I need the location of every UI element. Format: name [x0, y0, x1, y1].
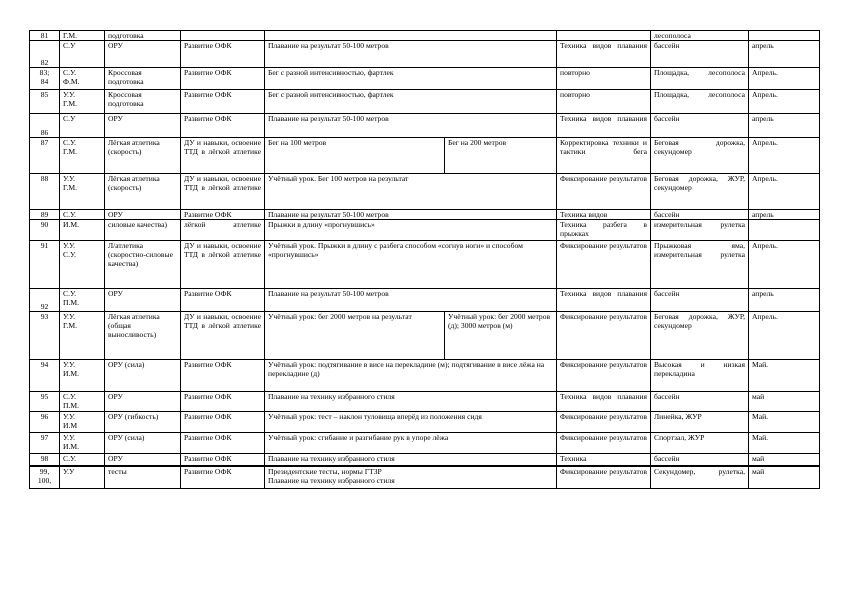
cell-task: Развитие ОФК — [181, 289, 265, 312]
cell-method: Техника — [557, 454, 651, 466]
cell-who: С.У. Ф.М. — [60, 68, 105, 90]
cell-who: С.У — [60, 114, 105, 138]
cell-section: Л/атлетика (скоростно-силовые качества) — [105, 241, 181, 289]
cell-equipment: Площадка, лесополоса — [651, 90, 749, 114]
cell-number: 82 — [30, 41, 60, 68]
cell-task: ДУ и навыки, освоение ТТД в лёгкой атлетике — [181, 174, 265, 210]
table-row — [30, 466, 820, 489]
cell-section: Лёгкая атлетика (скорость) — [105, 138, 181, 174]
table-row — [30, 412, 820, 433]
cell-month: Апрель. — [749, 138, 820, 174]
cell-task: Развитие ОФК — [181, 41, 265, 68]
cell-number: 95 — [30, 392, 60, 412]
cell-number: 99, 100, — [30, 466, 60, 489]
cell-section: ОРУ — [105, 114, 181, 138]
cell-month: апрель — [749, 114, 820, 138]
cell-equipment: Спортзал, ЖУР — [651, 433, 749, 454]
cell-method: Техника видов плавания — [557, 289, 651, 312]
cell-number: 92 — [30, 289, 60, 312]
cell-who: У.У. И.М — [60, 412, 105, 433]
table-row — [30, 392, 820, 412]
cell-number: 81 — [30, 31, 60, 41]
cell-method — [557, 31, 651, 41]
cell-month: Апрель. — [749, 312, 820, 360]
cell-task: лёгкой атлетике — [181, 220, 265, 241]
cell-section: тесты — [105, 466, 181, 489]
cell-month: май — [749, 454, 820, 466]
cell-section: Кроссовая подготовка — [105, 68, 181, 90]
cell-section: подготовка — [105, 31, 181, 41]
cell-equipment: Беговая дорожка, ЖУР, секундомер — [651, 312, 749, 360]
cell-equipment: измерительная рулетка — [651, 220, 749, 241]
cell-number: 87 — [30, 138, 60, 174]
cell-section: ОРУ — [105, 289, 181, 312]
cell-section: Лёгкая атлетика (скорость) — [105, 174, 181, 210]
cell-section: Лёгкая атлетика (общая выносливость) — [105, 312, 181, 360]
cell-content: Прыжки в длину «прогнувшись» — [265, 220, 557, 241]
cell-month: Апрель. — [749, 241, 820, 289]
cell-method: Фиксирование результатов — [557, 312, 651, 360]
cell-month: Май. — [749, 433, 820, 454]
cell-task: ДУ и навыки, освоение ТТД в лёгкой атлетике — [181, 138, 265, 174]
cell-section: ОРУ — [105, 392, 181, 412]
cell-content: Учётный урок: бег 2000 метров на результат — [265, 312, 445, 360]
cell-who: У.У. Г.М. — [60, 90, 105, 114]
table-row — [30, 360, 820, 392]
cell-equipment: бассейн — [651, 210, 749, 220]
cell-number: 96 — [30, 412, 60, 433]
table-row — [30, 68, 820, 90]
cell-month: апрель — [749, 41, 820, 68]
cell-equipment: бассейн — [651, 114, 749, 138]
table-row — [30, 220, 820, 241]
lesson-plan-sheet — [29, 30, 819, 489]
cell-content: Учётный урок. Прыжки в длину с разбега способом «согнув ноги» и способом «прогнувшись» — [265, 241, 557, 289]
cell-task: Развитие ОФК — [181, 90, 265, 114]
cell-content: Бег с разной интенсивностью, фартлек — [265, 68, 557, 90]
cell-task — [181, 31, 265, 41]
cell-month: май — [749, 466, 820, 489]
cell-section: ОРУ — [105, 210, 181, 220]
table-row — [30, 31, 820, 41]
cell-who: У.У. С.У. — [60, 241, 105, 289]
cell-content: Учётный урок: подтягивание в висе на перекладине (м); подтягивание в висе лёжа на перекладине (д) — [265, 360, 557, 392]
cell-who: С.У. Г.М. — [60, 138, 105, 174]
cell-number: 97 — [30, 433, 60, 454]
cell-content: Учётный урок. Бег 100 метров на результат — [265, 174, 557, 210]
table-row — [30, 114, 820, 138]
table-row — [30, 454, 820, 466]
cell-task: ДУ и навыки, освоение ТТД в лёгкой атлетике — [181, 241, 265, 289]
table-row — [30, 241, 820, 289]
cell-task: Развитие ОФК — [181, 360, 265, 392]
cell-equipment: бассейн — [651, 289, 749, 312]
cell-who: С.У. — [60, 210, 105, 220]
cell-task: Развитие ОФК — [181, 68, 265, 90]
cell-content: Плавание на результат 50-100 метров — [265, 114, 557, 138]
cell-method: Фиксирование результатов — [557, 412, 651, 433]
cell-equipment: бассейн — [651, 454, 749, 466]
cell-content: Плавание на технику избранного стиля — [265, 392, 557, 412]
table-row — [30, 210, 820, 220]
cell-task: Развитие ОФК — [181, 210, 265, 220]
cell-who: С.У. П.М. — [60, 289, 105, 312]
cell-section: ОРУ (сила) — [105, 360, 181, 392]
cell-content-2: Бег на 200 метров — [445, 138, 557, 174]
cell-number: 98 — [30, 454, 60, 466]
cell-section: ОРУ (гибкость) — [105, 412, 181, 433]
cell-method: Корректировка техники и тактики бега — [557, 138, 651, 174]
cell-number: 86 — [30, 114, 60, 138]
cell-who: С.У. — [60, 454, 105, 466]
cell-number: 85 — [30, 90, 60, 114]
cell-content: Учётный урок: сгибание и разгибание рук в упоре лёжа — [265, 433, 557, 454]
cell-method: Фиксирование результатов — [557, 433, 651, 454]
table-row — [30, 289, 820, 312]
cell-equipment: Прыжковая яма, измерительная рулетка — [651, 241, 749, 289]
cell-method: Техника разбега в прыжках — [557, 220, 651, 241]
cell-method: Фиксирование результатов — [557, 174, 651, 210]
cell-number: 93 — [30, 312, 60, 360]
cell-number: 94 — [30, 360, 60, 392]
table-row — [30, 312, 820, 360]
cell-number: 91 — [30, 241, 60, 289]
cell-method: повторно — [557, 68, 651, 90]
cell-equipment: лесополоса — [651, 31, 749, 41]
cell-task: Развитие ОФК — [181, 466, 265, 489]
cell-month: Апрель. — [749, 174, 820, 210]
cell-method: Фиксирование результатов — [557, 241, 651, 289]
cell-method: повторно — [557, 90, 651, 114]
cell-month: Май. — [749, 412, 820, 433]
cell-who: У.У — [60, 466, 105, 489]
cell-equipment: Площадка, лесополоса — [651, 68, 749, 90]
cell-month — [749, 220, 820, 241]
cell-method: Техника видов плавания — [557, 41, 651, 68]
table-row — [30, 433, 820, 454]
cell-task: Развитие ОФК — [181, 392, 265, 412]
cell-equipment: Линейка, ЖУР — [651, 412, 749, 433]
table-row — [30, 41, 820, 68]
cell-section: ОРУ — [105, 41, 181, 68]
cell-who: У.У. И.М. — [60, 360, 105, 392]
cell-content: Плавание на результат 50-100 метров — [265, 289, 557, 312]
cell-method: Техника видов плавания — [557, 114, 651, 138]
cell-content: Плавание на результат 50-100 метров — [265, 210, 557, 220]
cell-month: апрель — [749, 210, 820, 220]
cell-month: Май. — [749, 360, 820, 392]
cell-section: ОРУ — [105, 454, 181, 466]
cell-method: Фиксирование результатов — [557, 466, 651, 489]
cell-content: Плавание на результат 50-100 метров — [265, 41, 557, 68]
cell-content-2: Учётный урок: бег 2000 метров (д); 3000 метров (м) — [445, 312, 557, 360]
table-row — [30, 174, 820, 210]
cell-task: ДУ и навыки, освоение ТТД в лёгкой атлетике — [181, 312, 265, 360]
cell-number: 88 — [30, 174, 60, 210]
cell-number: 83; 84 — [30, 68, 60, 90]
cell-month: Апрель. — [749, 68, 820, 90]
cell-method: Фиксирование результатов — [557, 360, 651, 392]
cell-number: 89 — [30, 210, 60, 220]
cell-method: Техника видов плавания — [557, 392, 651, 412]
cell-section: ОРУ (сила) — [105, 433, 181, 454]
cell-task: Развитие ОФК — [181, 454, 265, 466]
cell-who: Г.М. — [60, 31, 105, 41]
cell-section: силовые качества) — [105, 220, 181, 241]
cell-who: У.У. Г.М. — [60, 312, 105, 360]
cell-number: 90 — [30, 220, 60, 241]
cell-who: У.У. И.М. — [60, 433, 105, 454]
cell-task: Развитие ОФК — [181, 433, 265, 454]
cell-who: С.У. П.М. — [60, 392, 105, 412]
cell-month — [749, 31, 820, 41]
cell-who: И.М. — [60, 220, 105, 241]
cell-month: май — [749, 392, 820, 412]
cell-month: апрель — [749, 289, 820, 312]
cell-content: Бег с разной интенсивностью, фартлек — [265, 90, 557, 114]
cell-equipment: бассейн — [651, 41, 749, 68]
cell-method: Техника видов — [557, 210, 651, 220]
cell-task: Развитие ОФК — [181, 412, 265, 433]
cell-equipment: Беговая дорожка, секундомер — [651, 138, 749, 174]
cell-task: Развитие ОФК — [181, 114, 265, 138]
lesson-plan-table — [29, 30, 820, 489]
cell-section: Кроссовая подготовка — [105, 90, 181, 114]
table-row — [30, 138, 820, 174]
cell-equipment: Беговая дорожка, ЖУР, секундомер — [651, 174, 749, 210]
cell-content: Президентские тесты, нормы ГТЗР Плавание на технику избранного стиля — [265, 466, 557, 489]
table-row — [30, 90, 820, 114]
cell-content — [265, 31, 557, 41]
cell-equipment: бассейн — [651, 392, 749, 412]
cell-who: С.У — [60, 41, 105, 68]
cell-equipment: Высокая и низкая перекладина — [651, 360, 749, 392]
cell-who: У.У. Г.М. — [60, 174, 105, 210]
cell-content: Учётный урок: тест – наклон туловища вперёд из положения сидя — [265, 412, 557, 433]
cell-content: Бег на 100 метров — [265, 138, 445, 174]
cell-equipment: Секундомер, рулетка, — [651, 466, 749, 489]
cell-month: Апрель. — [749, 90, 820, 114]
cell-content: Плавание на технику избранного стиля — [265, 454, 557, 466]
